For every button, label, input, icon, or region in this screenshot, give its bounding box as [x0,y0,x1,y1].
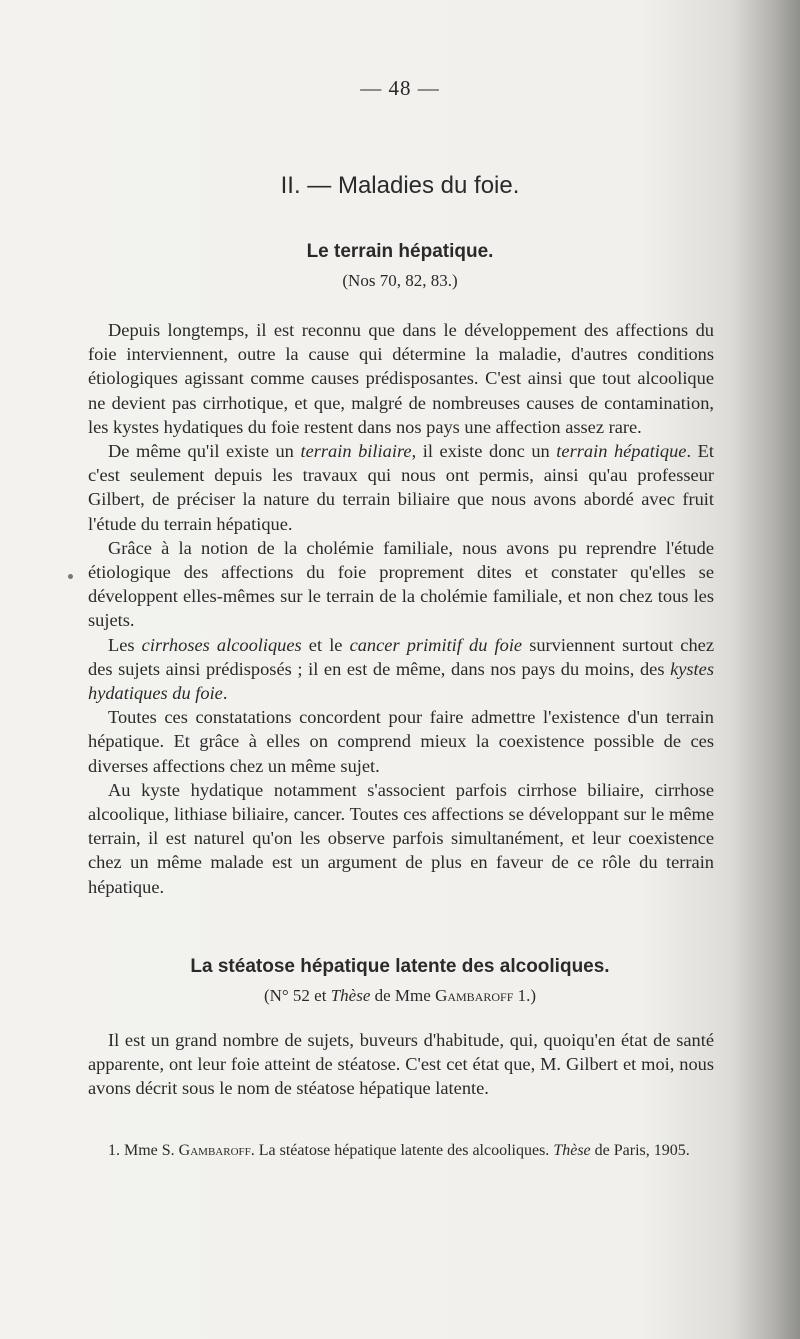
text-run: et le [301,634,350,655]
italic-term: Thèse [553,1142,591,1159]
paragraph [88,778,714,899]
italic-term: cirrhoses alcooliques [141,634,302,655]
section-title: II. — Maladies du foie. [280,172,520,199]
text-run: . [222,683,228,704]
italic-term: Thèse [330,986,371,1005]
text-run: Depuis longtemps, il est reconnu que dans le développement des affections du foie interviennent, outre la cause qui détermine la maladie, d'autres conditions étiologiques agissant comme causes prédisposantes. C'est ainsi que tout alcoolique ne devient pas cirrhotique, et que, malgré de nombreuses causes de contamination, les kystes hydatiques du foie restent dans nos pays une affection assez rare. [88,320,714,437]
text-run: de Paris, 1905. [590,1142,690,1159]
italic-term: cancer primitif du foie [349,634,523,655]
subsection-heading-steatose: La stéatose hépatique latente des alcooliques. [190,956,610,977]
author-name: Gambaroff [178,1142,251,1159]
subsection-reference [0,986,800,1006]
text-run: Au kyste hydatique notamment s'associent parfois cirrhose biliaire, cirrhose alcoolique, lithiase biliaire, cancer. Toutes ces affections se développant sur le même terrain, il est naturel qu'on les observe parfois simultanément, et leur coexistence chez un même malade est un argument de plus en faveur de ce rôle du terrain hépatique. [88,779,714,897]
page-number: — 48 — [360,76,440,100]
text-run: . Et c'est seulement depuis les travaux qui nous ont permis, ainsi qu'au professeur Gilbert, de préciser la nature du terrain biliaire que nous avons abordé avec fruit l'étude du terrain hépatique. [88,441,714,534]
text-run: , il existe donc un [411,441,557,462]
page-binding-shadow [730,0,800,1339]
text-run: surviennent surtout chez des sujets ainsi prédisposés ; il en est de même, dans nos pays du moins, des [88,634,714,679]
steatose-body [88,1028,714,1101]
paragraph [88,536,714,633]
paragraph [88,633,714,706]
paragraph [88,439,714,536]
italic-term: kystes hydatiques du foie [88,658,714,704]
text-run: (N° 52 et [263,986,331,1005]
author-name: Gambaroff [435,986,514,1005]
terrain-body [88,318,714,899]
margin-speck [68,574,73,579]
text-run: Les [108,634,142,655]
text-run: Toutes ces constatations concordent pour faire admettre l'existence d'un terrain hépatique. Et grâce à elles on comprend mieux la coexistence possible de ces diverses affections chez un même sujet. [88,707,714,776]
paragraph [88,318,714,439]
footnote [88,1140,714,1161]
text-run: 1.) [513,986,537,1005]
subsection-reference: (Nos 70, 82, 83.) [342,271,458,290]
text-run: . La stéatose hépatique latente des alcooliques. [250,1142,554,1159]
text-run: De même qu'il existe un [108,441,301,462]
text-run: de Mme [370,986,436,1005]
subsection-heading-terrain: Le terrain hépatique. [306,241,494,262]
paragraph [88,705,714,778]
paragraph: Il est un grand nombre de sujets, buveurs d'habitude, qui, quoiqu'en état de santé apparente, ont leur foie atteint de stéatose. C'est cet état que, M. Gilbert et moi, nous avons décrit sous le nom de stéatose hépatique latente. [88,1030,714,1099]
footnote-text [88,1140,714,1161]
italic-term: terrain hépatique [556,441,687,462]
text-run: 1. Mme S. [108,1142,179,1159]
italic-term: terrain biliaire [300,441,412,462]
text-run: Grâce à la notion de la cholémie familiale, nous avons pu reprendre l'étude étiologique des affections du foie proprement dites et constater qu'elles se développent elles-mêmes sur le terrain de la cholémie familiale, et non chez tous les sujets. [88,537,714,631]
